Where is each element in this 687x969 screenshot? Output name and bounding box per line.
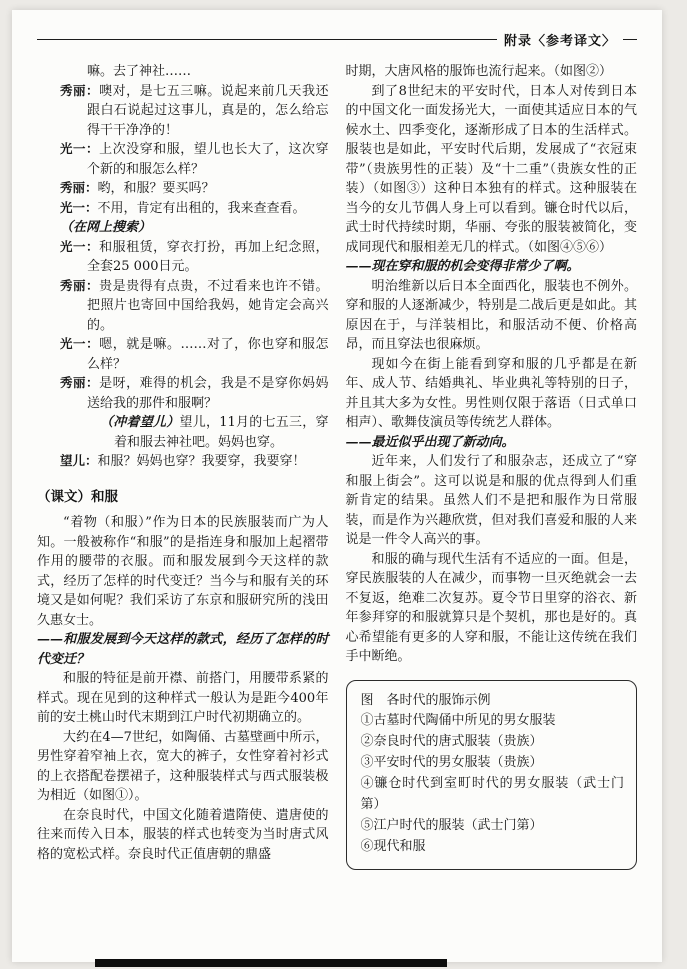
speaker-label: 秀丽： bbox=[60, 181, 98, 195]
dialogue-line bbox=[37, 374, 329, 413]
header-title: 附录〈参考译文〉 bbox=[503, 33, 616, 48]
paragraph: 在奈良时代，中国文化随着遣隋使、遣唐使的往来而传入日本，服装的样式也转变为当时唐式风格的宽松式样。奈良时代正值唐朝的鼎盛 bbox=[37, 807, 329, 862]
paragraph: 和服的确与现代生活有不适应的一面。但是，穿民族服装的人在减少，而事物一旦灭绝就会一去不复返，绝难二次复苏。夏令节日里穿的浴衣、新年参拜穿的和服就算只是个契机，那也是好的。真心希望能有更多的人穿和服，不能让这传统在我们手中断绝。 bbox=[345, 551, 637, 664]
figure-item: ⑥现代和服 bbox=[360, 839, 426, 854]
dialogue-line bbox=[37, 199, 329, 219]
dialogue-text: 贵是贵得有点贵，不过看来也许不错。把照片也寄回中国给我妈，她肯定会高兴的。 bbox=[87, 278, 329, 333]
paragraph-continuation: 时期，大唐风格的服饰也流行起来。（如图②） bbox=[345, 64, 613, 79]
speaker-label: 秀丽： bbox=[60, 83, 100, 98]
figure-item: ③平安时代的男女服装（贵族） bbox=[360, 755, 543, 770]
paragraph: 现如今在街上能看到穿和服的几乎都是在新年、成人节、结婚典礼、毕业典礼等特别的日子，并且其大多为女性。男性则仅限于落语（日式单口相声）、歌舞伎演员等传统艺人群体。 bbox=[345, 356, 637, 430]
right-column bbox=[346, 62, 638, 870]
page-header bbox=[37, 30, 637, 49]
speaker-label: 望儿： bbox=[60, 454, 98, 468]
dialogue-text: 不用，肯定有出租的，我来查查看。 bbox=[97, 200, 306, 216]
two-column-layout bbox=[12, 49, 662, 870]
interview-question: ——最近似乎出现了新动向。 bbox=[345, 434, 515, 450]
speaker-label: 光一： bbox=[60, 239, 100, 254]
paragraph: 到了8世纪末的平安时代，日本人对传到日本的中国文化一面发扬光大，一面使其适应日本的气候水土、四季变化，逐渐形成了日本的生活样式。服装也是如此，平安时代后期，发展成了“衣冠束带”（贵族男性的正装）及“十二重”（贵族女性的正装）（如图③）这种日本独有的样式。这种服装在当今的女儿节偶人身上可以看到。镰仓时代以后，武士时代持续时期，华丽、夸张的服装被简化，变成同现代和服相差无几的样式。（如图④⑤⑥） bbox=[345, 83, 637, 255]
aside-text: 望儿，11月的七五三，穿着和服去神社吧。妈妈也穿。 bbox=[114, 415, 329, 450]
interview-question: ——现在穿和服的机会变得非常少了啊。 bbox=[345, 259, 580, 274]
figure-item: ⑤江户时代的服装（武士门第） bbox=[360, 818, 543, 833]
dialogue-text: 和服？妈妈也穿？我要穿，我要穿！ bbox=[97, 454, 306, 469]
stage-direction: （在网上搜索） bbox=[60, 220, 152, 235]
dialogue-text: 上次没穿和服，望儿也长大了，这次穿个新的和服怎么样？ bbox=[87, 142, 329, 177]
dialogue-text: 嗯，就是嘛。……对了，你也穿和服怎么样？ bbox=[87, 337, 329, 372]
speaker-label: 光一： bbox=[60, 337, 100, 351]
paragraph: 明治维新以后日本全面西化，服装也不例外。穿和服的人逐渐减少，特别是二战后更是如此。其原因在于，与洋装相比，和服活动不便、价格高昂，而且穿法也很麻烦。 bbox=[345, 278, 637, 352]
dialogue-line bbox=[37, 179, 329, 199]
figure-item: ①古墓时代陶俑中所见的男女服装 bbox=[360, 713, 556, 728]
speaker-label: 光一： bbox=[60, 142, 100, 156]
paragraph: 近年来，人们发行了和服杂志，还成立了“穿和服上街会”。这可以说是和服的优点得到人们重新肯定的结果。虽然人们不是把和服作为日常服装，而是作为兴趣欣赏，但对我们喜爱和服的人来说是一件令人高兴的事。 bbox=[345, 454, 637, 547]
figure-item: ④镰仓时代到室町时代的男女服装（武士门第） bbox=[360, 776, 624, 812]
dialogue-text: 哟，和服？要买吗？ bbox=[97, 181, 215, 196]
header-rule bbox=[623, 39, 637, 40]
paragraph: 大约在4—7世纪，如陶俑、古墓壁画中所示，男性穿着窄袖上衣，宽大的裤子，女性穿着衬衫式的上衣搭配卷摆裙子，这种服装样式与西式服装极为相近（如图①）。 bbox=[37, 729, 329, 803]
aside-direction bbox=[37, 413, 329, 452]
dialogue-text: 是呀，难得的机会，我是不是穿你妈妈送给我的那件和服啊？ bbox=[87, 376, 329, 411]
paragraph: “着物（和服）”作为日本的民族服装而广为人知。一般被称作“和服”的是指连身和服加上起褶带作用的腰带的衣服。而和服发展到今天这样的款式，经历了怎样的时代变迁？当今与和服有关的环境又是如何呢？我们采访了东京和服研究所的浅田久惠女士。 bbox=[37, 515, 329, 628]
interview-question: ——和服发展到今天这样的款式，经历了怎样的时代变迁？ bbox=[37, 632, 329, 667]
page bbox=[12, 10, 662, 962]
figure-item: ②奈良时代的唐式服装（贵族） bbox=[360, 734, 543, 749]
dialogue-line bbox=[37, 238, 329, 277]
figure-box-title: 图 各时代的服饰示例 bbox=[360, 692, 491, 708]
dialogue-line bbox=[37, 140, 329, 179]
dialogue-text: 噢对，是七五三嘛。说起来前几天我还跟白石说起过这事儿，真是的，怎么给忘得干干净净的！ bbox=[87, 83, 329, 138]
header-rule bbox=[37, 39, 497, 40]
paragraph: 和服的特征是前开襟、前搭门，用腰带系紧的样式。现在见到的这种样式一般认为是距今400年前的安土桃山时代末期到江户时代初期确立的。 bbox=[37, 671, 329, 725]
speaker-label: 光一： bbox=[60, 200, 98, 215]
dialogue-text: 和服租赁，穿衣打扮，再加上纪念照，全套25 000日元。 bbox=[87, 239, 329, 274]
speaker-label: 秀丽： bbox=[60, 278, 100, 293]
section-heading: （课文）和服 bbox=[37, 488, 118, 504]
figure-box bbox=[346, 680, 638, 871]
aside-prefix: （冲着望儿） bbox=[100, 415, 180, 430]
speaker-label: 秀丽： bbox=[60, 376, 100, 390]
scan-footer-bar bbox=[95, 959, 447, 967]
dialogue-line bbox=[37, 277, 329, 336]
dialogue-line bbox=[37, 452, 329, 472]
left-column bbox=[37, 62, 329, 870]
continuation-line: 嘛。去了神社…… bbox=[87, 64, 192, 79]
dialogue-line bbox=[37, 335, 329, 374]
dialogue-line bbox=[37, 82, 329, 141]
